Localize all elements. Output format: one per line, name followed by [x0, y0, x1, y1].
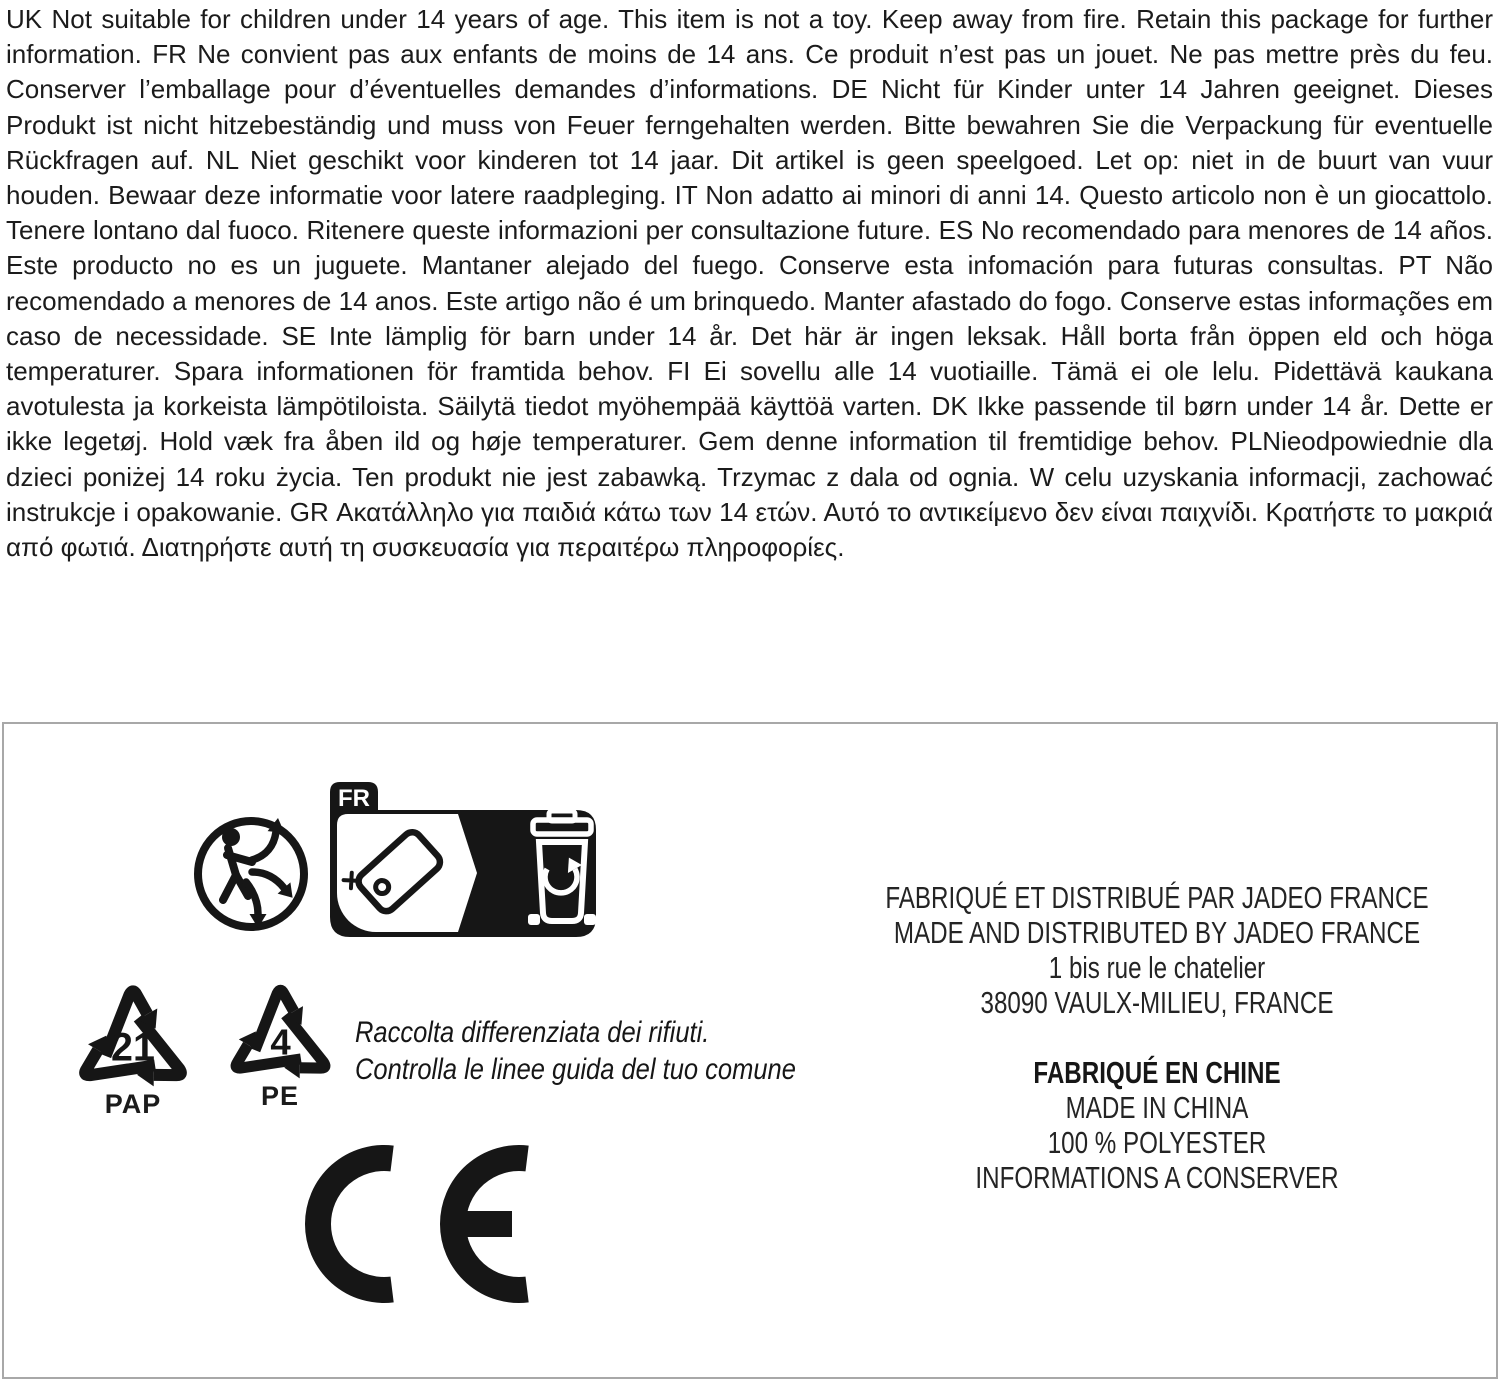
mobius-loop-icon	[225, 977, 336, 1079]
recycling-code-number: 21	[111, 1025, 155, 1070]
spacer	[798, 1020, 1500, 1055]
recycling-code-number: 4	[269, 1021, 291, 1063]
manufacturer-line: FABRIQUÉ ET DISTRIBUÉ PAR JADEO FRANCE	[885, 880, 1429, 915]
material-code-label: PE	[260, 1081, 300, 1111]
manufacturer-info	[798, 880, 1500, 1195]
recycling-code-pap	[70, 977, 196, 1120]
triman-recycling-icon	[192, 808, 316, 948]
origin-line: INFORMATIONS A CONSERVER	[975, 1160, 1339, 1195]
info-tri-sorting-icon	[330, 782, 596, 938]
sorting-note-line: Raccolta differenziata dei rifiuti.	[355, 1016, 710, 1049]
multilingual-warning-text: UK Not suitable for children under 14 years of age. This item is not a toy. Keep away from fire. Retain this package for further information. FR Ne convient pas aux enfants de moins de 14 ans. Ce produit n’est pas un jouet. Ne pas mettre près du feu. Conserver l’emballage pour d’éventuelles demandes d’informations. DE Nicht für Kinder unter 14 Jahren geeignet. Dieses Produkt ist nicht hitzebeständig und muss von Feuer ferngehalten werden. Bitte bewahren Sie die Verpackung für eventuelle Rückfragen auf. NL Niet geschikt voor kinderen tot 14 jaar. Dit artikel is geen speelgoed. Let op: niet in de buurt van vuur houden. Bewaar deze informatie voor latere raadpleging. IT Non adatto ai minori di anni 14. Questo articolo non è un giocattolo. Tenere lontano dal fuoco. Ritenere queste informazioni per consultazione future. ES No recomendado para menores de 14 años. Este producto no es un juguete. Mantaner alejado del fuego. Conserve esta infomación para futuras consultas. PT Não recomendado a menores de 14 anos. Este artigo não é um brinquedo. Manter afastado do fogo. Conserve estas informações em caso de necessidade. SE Inte lämplig för barn under 14 år. Det här är ingen leksak. Håll borta från öppen eld och höga temperaturer. Spara informationen för framtida behov. FI Ei sovellu alle 14 vuotiaille. Tämä ei ole lelu. Pidettävä kaukana avotulesta ja korkeista lämpötiloista. Säilytä tiedot myöhempää käyttöä varten. DK Ikke passende til børn under 14 år. Dette er ikke legetøj. Hold væk fra åben ild og høje temperaturer. Gem denne information til fremtidige behov. PLNieodpowiednie dla dzieci poniżej 14 roku życia. Ten produkt nie jest zabawką. Trzymac z dala od ognia. W celu uzyskania informacji, zachować instrukcje i opakowanie. GR Ακατάλληλο για παιδιά κάτω των 14 ετών. Αυτό το αντικείμενο δεν είναι παιχνίδι. Κρατήστε το μακριά από φωτιά. Διατηρήστε αυτή τη συσκευασία για περαιτέρω πληροφορίες.	[6, 4, 1493, 563]
ce-letter-e-bar	[462, 1211, 512, 1237]
origin-line: FABRIQUÉ EN CHINE	[1033, 1055, 1281, 1090]
ce-mark-icon	[305, 1145, 529, 1303]
recycling-code-pe	[217, 977, 343, 1112]
fr-tab-label: FR	[338, 785, 370, 812]
compliance-panel	[2, 722, 1498, 1379]
manufacturer-line: 38090 VAULX-MILIEU, FRANCE	[980, 985, 1334, 1020]
sorting-note-line: Controlla le linee guida del tuo comune	[355, 1053, 796, 1086]
manufacturer-line: MADE AND DISTRIBUTED BY JADEO FRANCE	[893, 915, 1421, 950]
manufacturer-line: 1 bis rue le chatelier	[1048, 950, 1266, 985]
mobius-loop-icon	[73, 977, 193, 1087]
ce-letter-c	[318, 1158, 392, 1290]
sorting-note	[355, 1014, 796, 1088]
origin-line: 100 % POLYESTER	[1047, 1125, 1267, 1160]
material-code-label: PAP	[104, 1089, 162, 1119]
origin-line: MADE IN CHINA	[1065, 1090, 1249, 1125]
